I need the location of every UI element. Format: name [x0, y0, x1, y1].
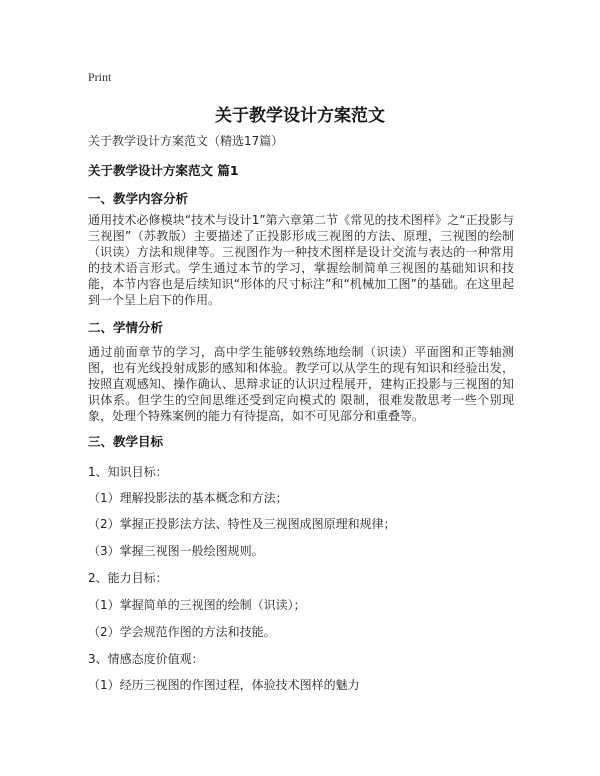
goal-item: （1）掌握简单的三视图的绘制（识读）； — [88, 598, 306, 612]
section-text-content: 通用技术必修模块“技术与设计1”第六章第二节《常见的技术图样》之“正投影与三视图”（苏教版）主要描述了正投影形成三视图的方法、原理，三视图的绘制（识读）方法和规律等。三视图作为一种技术图样是设计交流与表达的一种常用的技术语言形式。学生通过本节的学习，掌握绘制简单三视图的基础知识和技能，本节内容也是后续知识“形体的尺寸标注”和“机械加工图”的基础。在这里起到一个呈上启下的作用。 — [88, 213, 514, 307]
goal-item: （2）掌握正投影法方法、特性及三视图成图原理和规律； — [88, 517, 396, 531]
section-heading-content: 一、教学内容分析 — [88, 191, 189, 206]
section-heading-goals: 三、教学目标 — [88, 434, 164, 449]
goal-item: （3）掌握三视图一般绘图规则。 — [88, 544, 264, 558]
section-heading-student: 二、学情分析 — [88, 320, 164, 335]
goal-item: （2）学会规范作图的方法和技能。 — [88, 625, 276, 639]
goal-label-knowledge: 1、知识目标： — [88, 465, 168, 479]
print-link[interactable]: Print — [88, 70, 112, 84]
part-heading: 关于教学设计方案范文 篇1 — [88, 163, 239, 178]
page-title: 关于教学设计方案范文 — [215, 106, 385, 126]
goal-label-ability: 2、能力目标： — [88, 571, 168, 585]
goal-item: （1）经历三视图的作图过程，体验技术图样的魅力 — [88, 678, 360, 692]
goal-item: （1）理解投影法的基本概念和方法； — [88, 491, 288, 505]
goal-label-attitude: 3、情感态度价值观： — [88, 652, 204, 666]
document-subtitle: 关于教学设计方案范文（精选17篇） — [88, 134, 284, 148]
section-text-student: 通过前面章节的学习，高中学生能够较熟练地绘制（识读）平面图和正等轴测图，也有光线投射成影的感知和体验。教学可以从学生的现有知识和经验出发，按照直观感知、操作确认、思辩求证的认识过程展开，建构正投影与三视图的知识体系。但学生的空间思维还受到定向模式的 限制，很难发散思考一些个别现象，处理个特殊案例的能力有待提高，如不可见部分和重叠等。 — [88, 345, 514, 423]
